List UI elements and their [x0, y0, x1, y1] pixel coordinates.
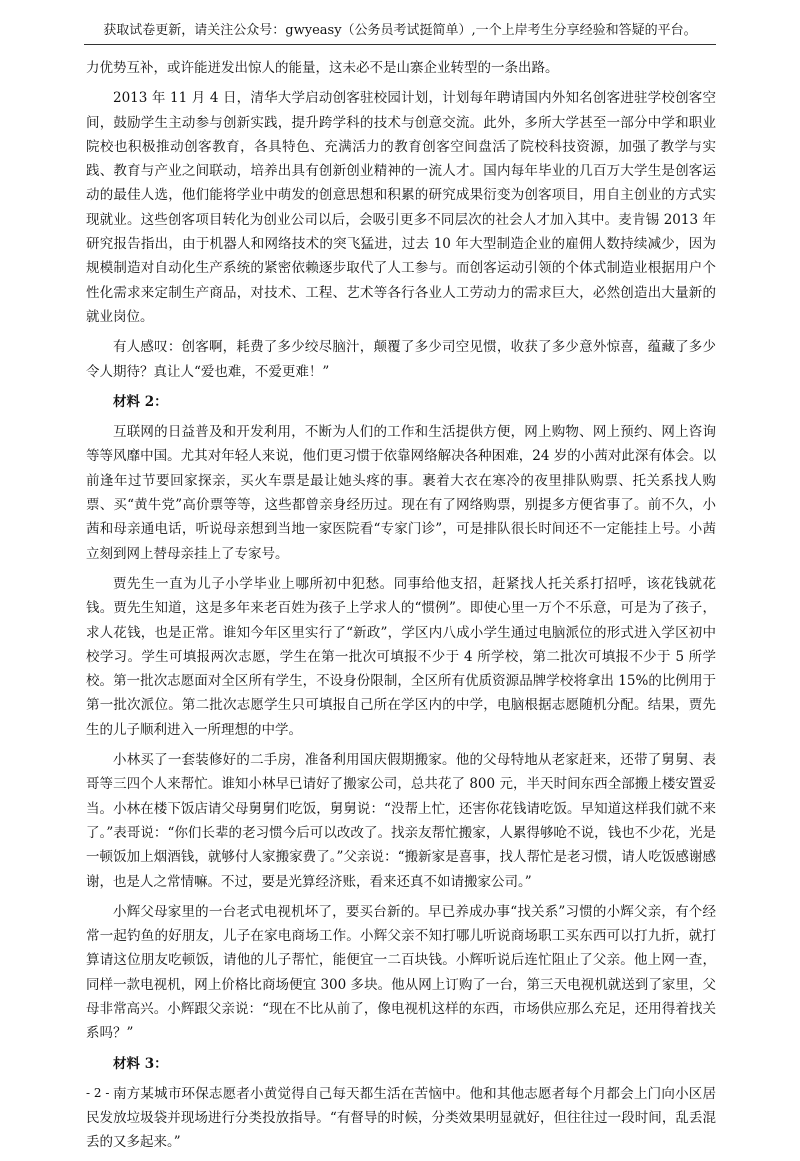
paragraph-tsinghua-maker: 2013 年 11 月 4 日，清华大学启动创客驻校园计划，计划每年聘请国内外知名创客进驻学校创客空间，鼓励学生主动参与创新实践，提升跨学科的技术与创意交流。此外，多所大学甚至一部分中学和职业院校也积极推动创客教育，各具特色、充满活力的教育创客空间盘活了院校科技资源，加强了教学与实践、教育与产业之间联动，培养出具有创新创业精神的一流人才。国内每年毕业的几百万大学生是创客运动的最佳人选，他们能将学业中萌发的创意思想和积累的研究成果衍变为创客项目，用自主创业的方式实现就业。这些创客项目转化为创业公司以后，会吸引更多不同层次的社会人才加入其中。麦肯锡 2013 年研究报告指出，由于机器人和网络技术的突飞猛进，过去 10 年大型制造企业的雇佣人数持续减少，因为规模制造对自动化生产系统的紧密依赖逐步取代了人工参与。而创客运动引领的个体式制造业根据用户个性化需求来定制生产商品，对技术、工程、艺术等各行各业人工劳动力的需求巨大，必然创造出大量新的就业岗位。 [86, 90, 716, 325]
section-heading-material-2: 材料 2： [113, 393, 168, 410]
page-number: - 2 - [86, 1086, 110, 1100]
paragraph-maker-sigh: 有人感叹：创客啊，耗费了多少绞尽脑汁，颠覆了多少司空见惯，收获了多少意外惊喜，蕴藏了多少令人期待？真让人“爱也难，不爱更难！” [86, 339, 716, 380]
paragraph-internet-xiaoqian: 互联网的日益普及和开发利用，不断为人们的工作和生活提供方便，网上购物、网上预约、网上咨询等等风靡中国。尤其对年轻人来说，他们更习惯于依靠网络解决各种困难，24 岁的小茜对此深有体会。以前逢年过节要回家探亲，买火车票是最让她头疼的事。裹着大衣在寒冷的夜里排队购票、托关系找人购票、买“黄牛党”高价票等等，这些都曾亲身经历过。现在有了网络购票，别提多方便省事了。前不久，小茜和母亲通电话，听说母亲想到当地一家医院看“专家门诊”，可是排队很长时间还不一定能挂上号。小茜立刻到网上替母亲挂上了专家号。 [86, 424, 716, 562]
paragraph-xiaohui-tv: 小辉父母家里的一台老式电视机坏了，要买台新的。早已养成办事“找关系”习惯的小辉父亲，有个经常一起钓鱼的好朋友，儿子在家电商场工作。小辉父亲不知打哪儿听说商场职工买东西可以打九折，就打算请这位朋友吃顿饭，请他的儿子帮忙，能便宜一二百块钱。小辉听说后连忙阻止了父亲。他上网一查，同样一款电视机，网上价格比商场便宜 300 多块。他从网上订购了一台，第三天电视机就送到了家里，父母非常高兴。小辉跟父亲说：“现在不比从前了，像电视机这样的东西，市场供应那么充足，还用得着找关系吗？” [86, 903, 716, 1042]
paragraph-mr-jia-school: 贾先生一直为儿子小学毕业上哪所初中犯愁。同事给他支招，赶紧找人托关系打招呼，该花钱就花钱。贾先生知道，这是多年来老百姓为孩子上学求人的“惯例”。即使心里一万个不乐意，可是为了孩子，求人花钱，也是正常。谁知今年区里实行了“新政”，学区内八成小学生通过电脑派位的形式进入学区初中校学习。学生可填报两次志愿，学生在第一批次可填报不少于 4 所学校，第二批次可填报不少于 5 所学校。第一批次志愿面对全区所有学生，不设身份限制，全区所有优质资源品牌学校将拿出 15%的比例用于第一批次派位。第二批次志愿学生只可填报自己所在学区内的中学，电脑根据志愿随机分配。结果，贾先生的儿子顺利进入一所理想的中学。 [86, 575, 716, 738]
document-body [86, 56, 716, 1161]
paragraph-continuation: 力优势互补，或许能迸发出惊人的能量，这未必不是山寨企业转型的一条出路。 [86, 60, 559, 76]
paragraph-volunteer-xiaohuang: 南方某城市环保志愿者小黄觉得自己每天都生活在苦恼中。他和其他志愿者每个月都会上门向小区居民发放垃圾袋并现场进行分类投放指导。“有督导的时候，分类效果明显就好，但往往过一段时间，乱丢混丢的又多起来。” [86, 1085, 716, 1151]
page-header: 获取试卷更新，请关注公众号：gwyeasy（公务员考试挺简单）,一个上岸考生分享经验和答疑的平台。 [84, 22, 716, 45]
paragraph-xiaolin-moving: 小林买了一套装修好的二手房，准备利用国庆假期搬家。他的父母特地从老家赶来，还带了舅舅、表哥等三四个人来帮忙。谁知小林早已请好了搬家公司，总共花了 800 元，半天时间东西全部搬上楼安置妥当。小林在楼下饭店请父母舅舅们吃饭，舅舅说：“没帮上忙，还害你花钱请吃饭。早知道这样我们就不来了。”表哥说：“你们长辈的老习惯今后可以改改了。找亲友帮忙搬家，人累得够呛不说，钱也不少花，光是一顿饭加上烟酒钱，就够付人家搬家费了。”父亲说：“搬新家是喜事，找人帮忙是老习惯，请人吃饭感谢感谢，也是人之常情嘛。不过，要是光算经济账，看来还真不如请搬家公司。” [86, 752, 716, 890]
section-heading-material-3: 材料 3： [113, 1055, 168, 1072]
